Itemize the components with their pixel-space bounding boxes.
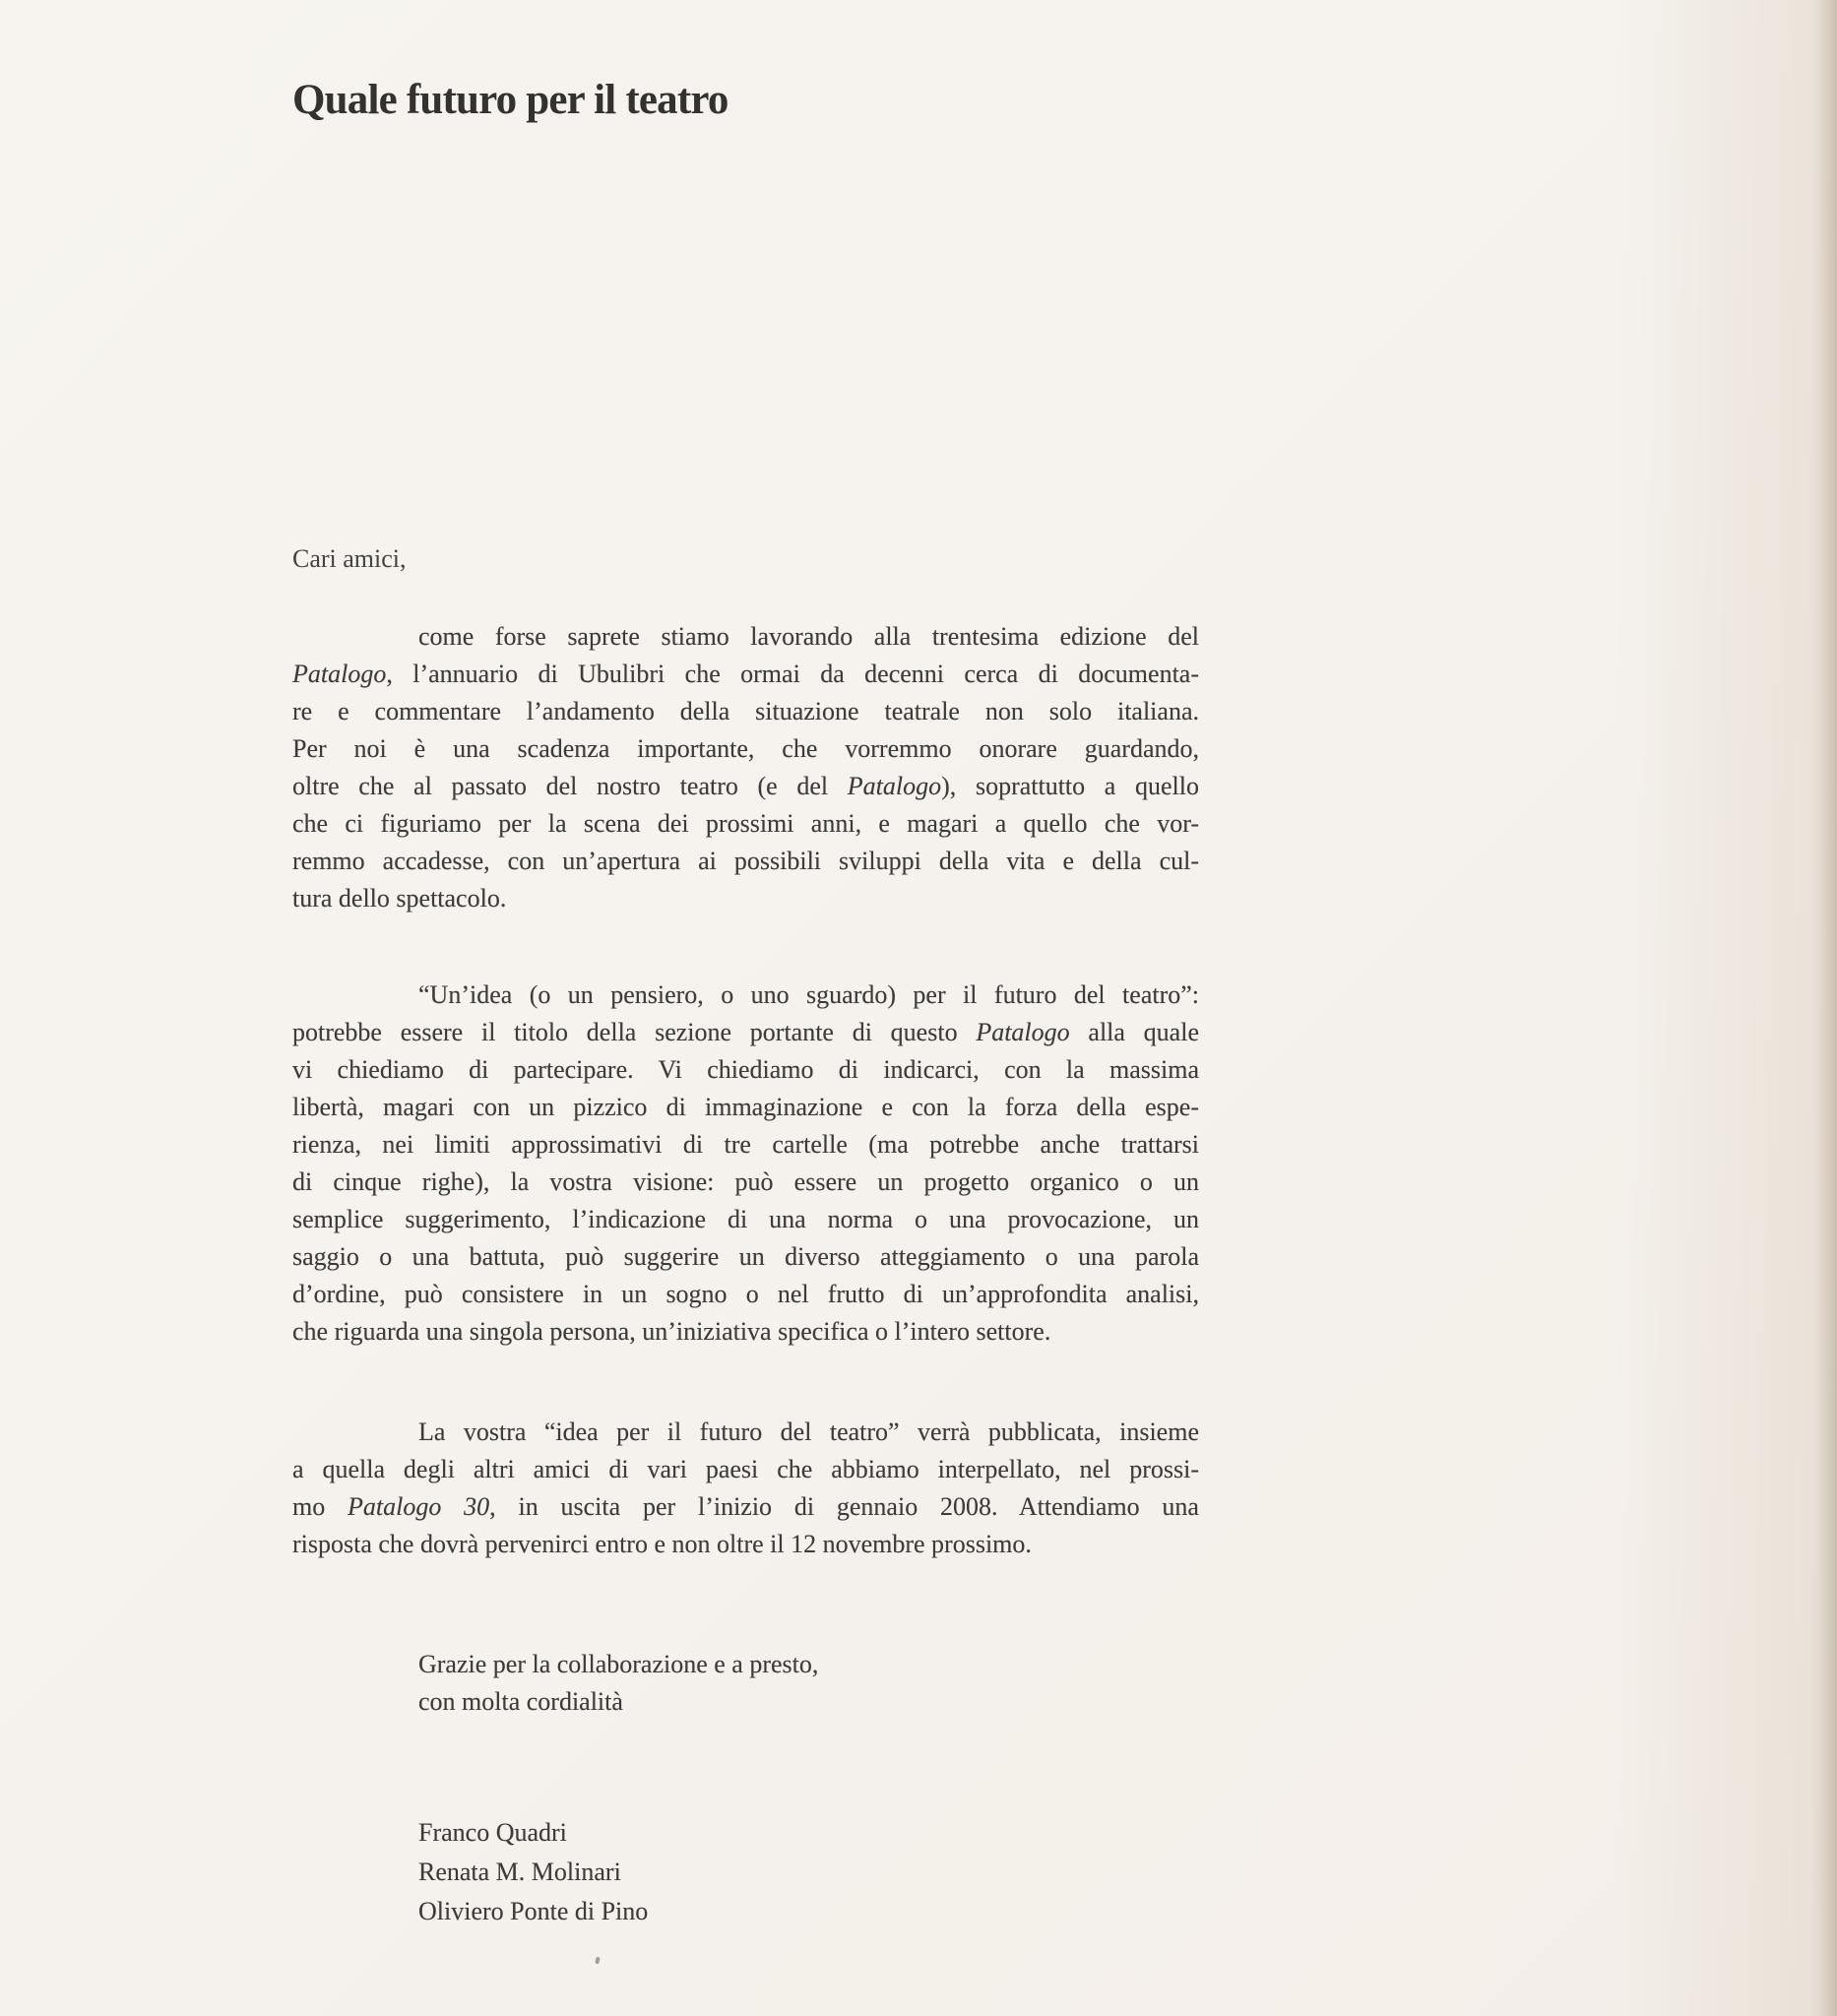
text-segment: rienza, nei limiti approssimativi di tre cartelle (ma potrebbe anche trattarsi xyxy=(292,1130,1199,1159)
text-segment: Per noi è una scadenza importante, che vorremmo onorare guardando, xyxy=(292,734,1199,763)
italic-text-segment: Patalogo xyxy=(292,660,387,688)
text-segment: mo xyxy=(292,1492,348,1521)
text-segment: , l’annuario di Ubulibri che ormai da decenni cerca di documenta- xyxy=(386,660,1199,688)
text-line xyxy=(292,656,1199,693)
text-line xyxy=(292,1201,1199,1238)
text-segment: d’ordine, può consistere in un sogno o nel frutto di un’approfondita analisi, xyxy=(292,1280,1199,1308)
text-line xyxy=(292,1313,1199,1351)
text-segment: ), soprattutto a quello xyxy=(941,772,1199,800)
salutation: Cari amici, xyxy=(292,544,407,573)
closing-line: Grazie per la collaborazione e a presto, xyxy=(418,1650,819,1678)
text-line xyxy=(292,730,1199,768)
text-line xyxy=(292,1238,1199,1276)
text-segment: re e commentare l’andamento della situazione teatrale non solo italiana. xyxy=(292,697,1199,725)
text-line xyxy=(292,618,1199,656)
text-segment: che ci figuriamo per la scena dei prossimi anni, e magari a quello che vor- xyxy=(292,809,1199,838)
text-segment: semplice suggerimento, l’indicazione di una norma o una provocazione, un xyxy=(292,1205,1199,1233)
text-segment: potrebbe essere il titolo della sezione portante di questo xyxy=(292,1018,977,1046)
text-line xyxy=(292,693,1199,730)
text-segment: risposta che dovrà pervenirci entro e non oltre il 12 novembre prossimo. xyxy=(292,1530,1032,1558)
text-line xyxy=(292,1526,1199,1563)
letter-body xyxy=(292,618,1199,1563)
text-line xyxy=(292,1276,1199,1313)
text-segment: remmo accadesse, con un’apertura ai possibili sviluppi della vita e della cul- xyxy=(292,847,1199,875)
text-line xyxy=(292,843,1199,880)
text-line xyxy=(292,1451,1199,1488)
page-edge-shading xyxy=(1811,0,1837,2016)
signature-name: Franco Quadri xyxy=(418,1818,567,1847)
text-segment: di cinque righe), la vostra visione: può essere un progetto organico o un xyxy=(292,1167,1199,1196)
italic-text-segment: Patalogo 30 xyxy=(348,1492,490,1521)
text-segment: alla quale xyxy=(1069,1018,1199,1046)
scan-speck xyxy=(595,1957,600,1965)
text-segment: libertà, magari con un pizzico di immaginazione e con la forza della espe- xyxy=(292,1093,1199,1121)
text-line xyxy=(292,976,1199,1014)
text-segment: tura dello spettacolo. xyxy=(292,884,507,913)
text-line xyxy=(292,1488,1199,1526)
signature-name: Oliviero Ponte di Pino xyxy=(418,1897,649,1925)
text-line xyxy=(292,1126,1199,1164)
italic-text-segment: Patalogo xyxy=(976,1018,1070,1046)
text-segment: oltre che al passato del nostro teatro (e del xyxy=(292,772,848,800)
paragraph xyxy=(292,1414,1199,1563)
signature-name: Renata M. Molinari xyxy=(418,1858,621,1886)
text-line xyxy=(292,1164,1199,1201)
closing-line: con molta cordialità xyxy=(418,1687,623,1716)
text-line xyxy=(292,1414,1199,1451)
text-segment: “Un’idea (o un pensiero, o uno sguardo) per il futuro del teatro”: xyxy=(418,980,1199,1009)
text-segment: saggio o una battuta, può suggerire un diverso atteggiamento o una parola xyxy=(292,1242,1199,1271)
text-line xyxy=(292,1089,1199,1126)
italic-text-segment: Patalogo xyxy=(847,772,942,800)
text-line xyxy=(292,880,1199,917)
text-segment: La vostra “idea per il futuro del teatro” verrà pubblicata, insieme xyxy=(418,1418,1199,1446)
text-segment: vi chiediamo di partecipare. Vi chiediamo di indicarci, con la massima xyxy=(292,1055,1199,1084)
letter-title: Quale futuro per il teatro xyxy=(292,76,728,123)
text-line xyxy=(292,805,1199,843)
text-line xyxy=(292,1014,1199,1051)
text-segment: che riguarda una singola persona, un’iniziativa specifica o l’intero settore. xyxy=(292,1317,1051,1346)
text-line xyxy=(292,1051,1199,1089)
signature-block xyxy=(418,1813,648,1931)
text-segment: come forse saprete stiamo lavorando alla trentesima edizione del xyxy=(418,622,1199,651)
paragraph xyxy=(292,618,1199,917)
text-line xyxy=(292,768,1199,805)
closing-block xyxy=(418,1646,818,1721)
text-segment: a quella degli altri amici di vari paesi che abbiamo interpellato, nel prossi- xyxy=(292,1455,1199,1483)
paragraph xyxy=(292,976,1199,1351)
text-segment: , in uscita per l’inizio di gennaio 2008. Attendiamo una xyxy=(489,1492,1199,1521)
